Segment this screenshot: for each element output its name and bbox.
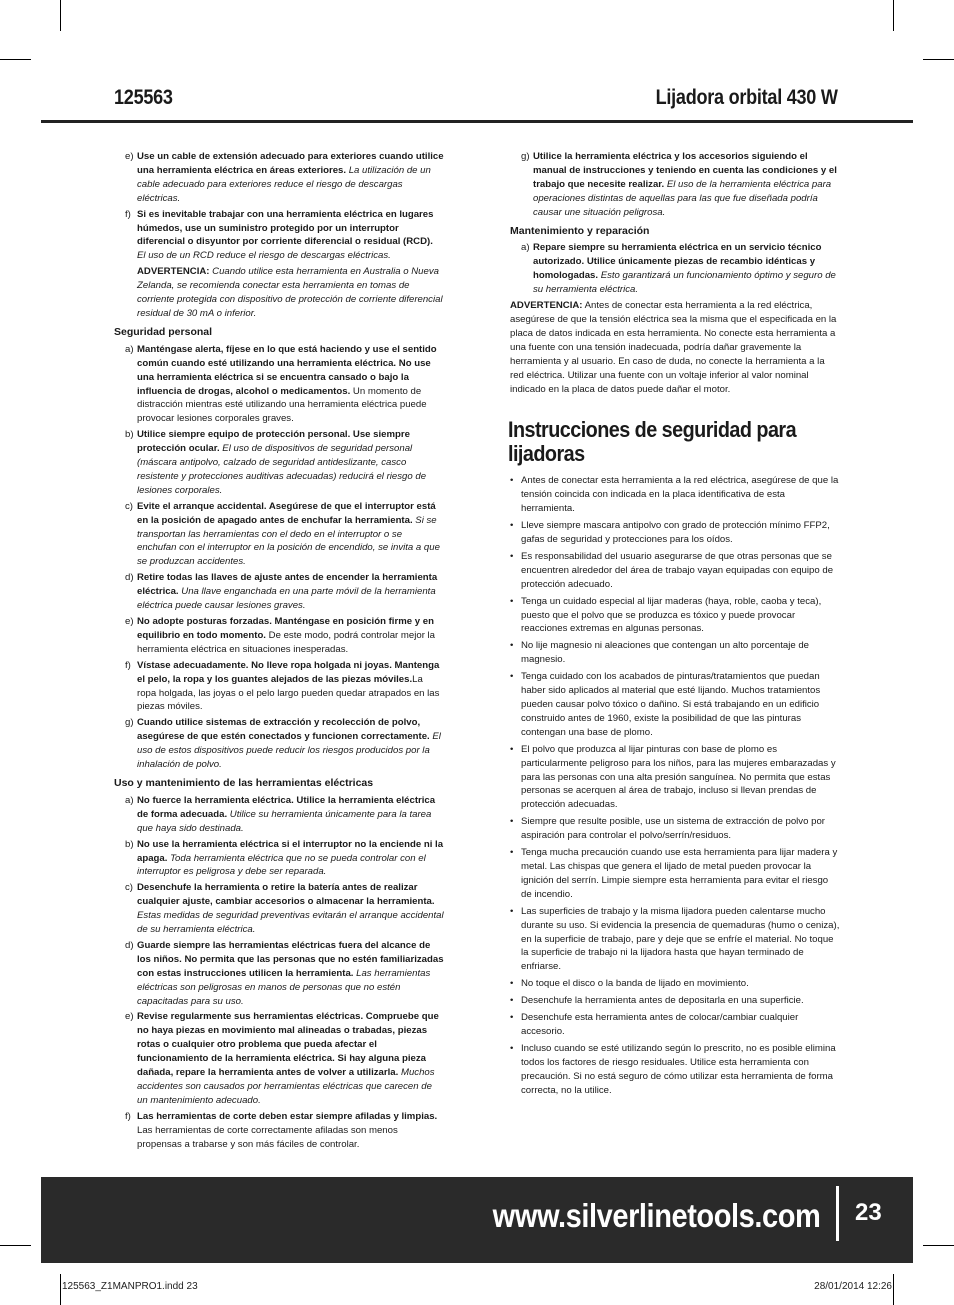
subsection-heading: Seguridad personal: [114, 325, 213, 338]
bullet-text: Siempre que resulte posible, use un sistema de extracción de polvo por aspiración para controlar el polvo/serrín/residuos.: [521, 816, 825, 842]
bold-text: No use la herramienta eléctrica si el interruptor no la enciende ni la apaga.: [137, 838, 444, 864]
item-label: g): [125, 717, 134, 729]
body-text: La ropa holgada, las joyas o el pelo largo pueden quedar atrapados en las piezas móviles.: [137, 673, 440, 713]
bullet-icon: •: [510, 640, 514, 652]
bold-text: ADVERTENCIA:: [137, 266, 210, 278]
bold-text: No fuerce la herramienta eléctrica. Utilice la herramienta eléctrica de forma adecuada.: [137, 794, 436, 820]
bullet-text: Las superficies de trabajo y la misma lijadora pueden calentarse mucho durante su uso. Si evidencia la presencia de quemaduras (humo o ceniza), en la superficie de trabajo, pare y deje que se enfríe el material. No toque la superficie de trabajo ni la lijadora hasta que hayan terminado de enfriarse.: [521, 905, 840, 973]
bullet-icon: •: [510, 1042, 514, 1054]
bold-text: Si es inevitable trabajar con una herramienta eléctrica en lugares húmedos, use un suministro protegido por un interruptor diferencial o disyuntor por corriente diferencial o residual (RCD).: [137, 208, 434, 248]
bullet-text: Tenga un cuidado especial al lijar maderas (haya, roble, caoba y teca), puesto que el polvo que se produzca es tóxico y puede provocar reacciones extremas en algunas personas.: [521, 595, 822, 635]
italic-text: La utilización de un cable adecuado para exteriores reduce el riesgo de descargas eléctricas.: [137, 164, 431, 204]
page-number: 23: [855, 1199, 882, 1226]
paragraph: [510, 299, 840, 396]
crop-mark: [0, 59, 31, 60]
item-label: f): [125, 208, 131, 220]
bullet-text: Desenchufe la herramienta antes de depositarla en una superficie.: [521, 995, 804, 1007]
list-item: [114, 150, 444, 206]
bullet-icon: •: [510, 595, 514, 607]
bold-text: Evite el arranque accidental. Asegúrese de que el interruptor está en la posición de apagado antes de enchufar la herramienta.: [137, 500, 436, 526]
bullet-item: [510, 905, 840, 975]
bullet-text: Tenga cuidado con los acabados de pinturas/tratamientos que puedan haber sido aplicados al material que esté lijando. Muchos tratamientos pueden causar polvo tóxico o dañino. Si está trabajando en un edificio construido antes de 1960, existe la posibilidad de que las pinturas contengan una base de plomo.: [521, 671, 821, 738]
bold-text: Las herramientas de corte deben estar siempre afiladas y limpias.: [137, 1110, 438, 1122]
list-item: [114, 615, 444, 657]
italic-text: El uso de un RCD reduce el riesgo de descargas eléctricas.: [137, 250, 391, 262]
bullet-item: [510, 1011, 840, 1039]
bold-text: Vístase adecuadamente. No lleve ropa holgada ni joyas. Mantenga el pelo, la ropa y los guantes alejados de las piezas móviles.: [137, 659, 440, 685]
list-item: [114, 716, 444, 772]
bold-text: ADVERTENCIA:: [510, 300, 583, 312]
right-column: [510, 150, 840, 1100]
bold-text: Utilice siempre equipo de protección personal. Use siempre protección ocular.: [137, 429, 410, 455]
bullet-icon: •: [510, 475, 514, 487]
bold-text: No adopte posturas forzadas. Manténgase en posición firme y en equilibrio en todo momento.: [137, 616, 434, 641]
crop-mark: [60, 1274, 61, 1305]
italic-text: Toda herramienta eléctrica que no se pueda controlar con el interruptor es peligrosa y debe ser reparada.: [137, 852, 426, 878]
italic-text: Estas medidas de seguridad preventivas evitarán el arranque accidental de su herramienta eléctrica.: [137, 910, 444, 936]
item-label: g): [521, 151, 530, 162]
italic-text: Una llave enganchada en una parte móvil de la herramienta eléctrica puede causar lesiones graves.: [137, 586, 436, 612]
body-text: Un momento de distracción mientras esté utilizando una herramienta eléctrica puede provocar lesiones corporales graves.: [137, 385, 427, 425]
italic-text: El uso de estos dispositivos puede reducir los riesgos producidos por la inhalación de polvo.: [137, 731, 441, 771]
list-item: [114, 881, 444, 937]
section-title: Instrucciones de seguridad para lijadoras: [508, 417, 797, 467]
item-label: e): [125, 616, 134, 627]
bullet-text: Desenchufe esta herramienta antes de colocar/cambiar cualquier accesorio.: [521, 1012, 799, 1037]
bold-text: Cuando utilice sistemas de extracción y recolección de polvo, asegúrese de que estén conectados y funcionen correctamente.: [137, 717, 430, 743]
bullet-text: El polvo que produzca al lijar pinturas con base de plomo es particularmente peligroso para los niños, para las mujeres embarazadas y para las personas con una alta presión sanguínea. No permita que estas personas se acerquen al área de trabajo, incluso si llevan prendas de protección adecuadas.: [521, 743, 836, 811]
italic-text: Muchos accidentes son causados por herramientas eléctricas que carecen de un mantenimiento adecuado.: [137, 1067, 435, 1106]
item-label: a): [125, 343, 134, 355]
bullet-icon: •: [510, 995, 514, 1007]
bullet-text: Lleve siempre mascara antipolvo con grado de protección mínimo FFP2, gafas de seguridad y protecciones para los oídos.: [521, 520, 830, 546]
bullet-text: No toque el disco o la banda de lijado en movimiento.: [521, 978, 749, 990]
bullet-icon: •: [510, 520, 514, 532]
list-item: [114, 1110, 444, 1152]
bullet-text: No lije magnesio ni aleaciones que contengan un alto porcentaje de magnesio.: [521, 640, 810, 666]
bold-text: Retire todas las llaves de ajuste antes de encender la herramienta eléctrica.: [137, 572, 438, 598]
list-item: [510, 150, 840, 220]
italic-text: Las herramientas eléctricas son peligrosas en manos de personas que no estén capacitadas para su uso.: [137, 967, 431, 1007]
list-item: [510, 241, 840, 297]
item-label: e): [125, 151, 134, 162]
bold-text: Use un cable de extensión adecuado para exteriores cuando utilice una herramienta eléctrica en áreas exteriores.: [137, 151, 444, 176]
list-item: [114, 343, 444, 426]
bullet-item: [510, 815, 840, 843]
bullet-item: [510, 595, 840, 637]
bullet-item: [510, 639, 840, 667]
item-label: e): [125, 1011, 134, 1023]
item-label: c): [125, 882, 133, 894]
list-item: [114, 428, 444, 498]
item-label: a): [521, 242, 530, 254]
item-label: f): [125, 659, 131, 671]
bullet-text: Es responsabilidad del usuario asegurarse de que otras personas que se encuentren alrededor del área de trabajo vayan equipadas con equipo de protección adecuado.: [521, 550, 834, 590]
bullet-icon: •: [510, 671, 514, 683]
bullet-icon: •: [510, 905, 514, 917]
bold-text: Desenchufe la herramienta o retire la batería antes de realizar cualquier ajuste, cambiar accesorios o almacenar la herramienta.: [137, 882, 435, 908]
italic-text: El uso de dispositivos de seguridad personal (máscara antipolvo, calzado de seguridad antideslizante, casco resistente y protecciones auditivas adecuadas) reducirá el riesgo de lesiones corporales.: [137, 443, 427, 496]
page-separator: [836, 1186, 839, 1241]
left-column: [114, 150, 444, 1154]
body-text: De este modo, podrá controlar mejor la herramienta eléctrica en situaciones inesperadas.: [137, 629, 436, 655]
list-item: [114, 208, 444, 264]
bullet-item: [510, 474, 840, 516]
bold-text: Manténgase alerta, fíjese en lo que está haciendo y use el sentido común cuando esté utilizando una herramienta eléctrica. No use una herramienta eléctrica si se encuentra cansado o bajo la influencia de drogas, alcohol o medicamentos.: [137, 343, 437, 397]
italic-text: Cuando utilice esta herramienta en Australia o Nueva Zelanda, se recomienda conectar esta herramienta en tomas de corriente protegida con dispositivo de protección de corriente diferencial residual de 30 mA o inferior.: [137, 266, 443, 319]
bold-text: Revise regularmente sus herramientas eléctricas. Compruebe que no haya piezas en movimiento mal alineadas o trabadas, piezas rotas o cualquier otro problema que pueda afectar el funcionamiento de la herramienta eléctrica. Si hay alguna pieza dañada, repare la herramienta antes de volver a utilizarla.: [137, 1011, 439, 1079]
item-label: a): [125, 794, 134, 806]
subsection-heading: Mantenimiento y reparación: [510, 224, 650, 237]
item-label: b): [125, 838, 134, 850]
bullet-icon: •: [510, 978, 514, 990]
bullet-item: [510, 670, 840, 740]
list-item: [114, 939, 444, 1009]
item-label: d): [125, 572, 134, 584]
bullet-icon: •: [510, 550, 514, 562]
italic-text: El uso de la herramienta eléctrica para operaciones distintas de aquellas para las que fue diseñada podría causar une situación peligrosa.: [533, 178, 832, 218]
italic-text: Esto garantizará un funcionamiento óptimo y seguro de su herramienta eléctrica.: [533, 270, 836, 296]
crop-mark: [893, 1274, 894, 1305]
bullet-icon: •: [510, 816, 514, 828]
italic-text: Utilice su herramienta únicamente para la tarea que haya sido destinada.: [137, 808, 432, 834]
bullet-text: Tenga mucha precaución cuando use esta herramienta para lijar madera y metal. Las chispas que genera el lijado de metal pueden provocar la ignición del serrín. Limpie siempre esta herramienta para evitar el riesgo de incendio.: [521, 847, 838, 900]
crop-mark: [923, 59, 954, 60]
item-label: b): [125, 429, 134, 441]
item-label: f): [125, 1110, 131, 1122]
bold-text: Repare siempre su herramienta eléctrica en un servicio técnico autorizado. Utilice únicamente piezas de recambio idénticas y homologadas.: [533, 242, 822, 282]
list-item: [114, 794, 444, 836]
list-item: [114, 838, 444, 880]
website-url: www.silverlinetools.com: [492, 1197, 820, 1234]
item-label: c): [125, 500, 133, 512]
slug-file: 125563_Z1MANPRO1.indd 23: [62, 1281, 198, 1292]
bullet-text: Incluso cuando se esté utilizando según lo prescrito, no es posible elimina todos los factores de riesgo residuales. Utilice esta herramienta con precaución. Si no está seguro de cómo utilizar esta herramienta de forma correcta, no la utilice.: [521, 1042, 836, 1096]
bullet-icon: •: [510, 847, 514, 859]
list-item: [114, 1010, 444, 1107]
bullet-text: Antes de conectar esta herramienta a la red eléctrica, asegúrese de que la tensión coincida con indicada en la placa identificativa de esta herramienta.: [521, 475, 839, 515]
bullet-icon: •: [510, 1012, 514, 1024]
italic-text: Si se transportan las herramientas con el dedo en el interruptor o se enchufan con el interruptor en la posición de encendido, se invita a que se produzcan accidentes.: [137, 514, 440, 568]
header-rule: [41, 120, 913, 123]
body-text: Las herramientas de corte correctamente afiladas son menos propensas a trabarse y son más fáciles de controlar.: [137, 1124, 398, 1150]
list-item: [114, 500, 444, 570]
crop-mark: [60, 0, 61, 31]
bold-text: Guarde siempre las herramientas eléctricas fuera del alcance de los niños. No permita que las personas que no estén familiarizadas con estas instrucciones utilicen la herramienta.: [137, 939, 444, 979]
product-number: 125563: [114, 86, 173, 109]
bullet-item: [510, 519, 840, 547]
list-item: [114, 571, 444, 613]
crop-mark: [923, 1245, 954, 1246]
page-title: Lijadora orbital 430 W: [656, 86, 838, 109]
bullet-item: [510, 977, 840, 991]
bold-text: Utilice la herramienta eléctrica y los accesorios siguiendo el manual de instrucciones y teniendo en cuenta las condiciones y el trabajo que necesite realizar.: [533, 151, 837, 190]
bullet-item: [510, 1042, 840, 1098]
item-label: d): [125, 939, 134, 951]
bullet-item: [510, 846, 840, 902]
bullet-item: [510, 550, 840, 592]
body-text: Antes de conectar esta herramienta a la red eléctrica, asegúrese de que la tensión eléctrica sea la misma que el especificada en la placa de datos indicada en esta herramienta. No conecte esta herramienta a una fuente con una tensión inadecuada, podría dañar gravemente la herramienta y al usuario. En caso de duda, no conecte la herramienta a la red eléctrica. Utilizar una fuente con un voltaje inferior al valor nominal indicado en la placa de datos puede dañar el motor.: [510, 300, 837, 395]
warning-note: [114, 265, 444, 321]
subsection-heading: Uso y mantenimiento de las herramientas eléctricas: [114, 776, 374, 789]
bullet-item: [510, 994, 840, 1008]
bullet-icon: •: [510, 743, 514, 755]
list-item: [114, 659, 444, 715]
slug-datetime: 28/01/2014 12:26: [814, 1281, 892, 1292]
crop-mark: [893, 0, 894, 31]
bullet-item: [510, 743, 840, 813]
crop-mark: [0, 1245, 31, 1246]
